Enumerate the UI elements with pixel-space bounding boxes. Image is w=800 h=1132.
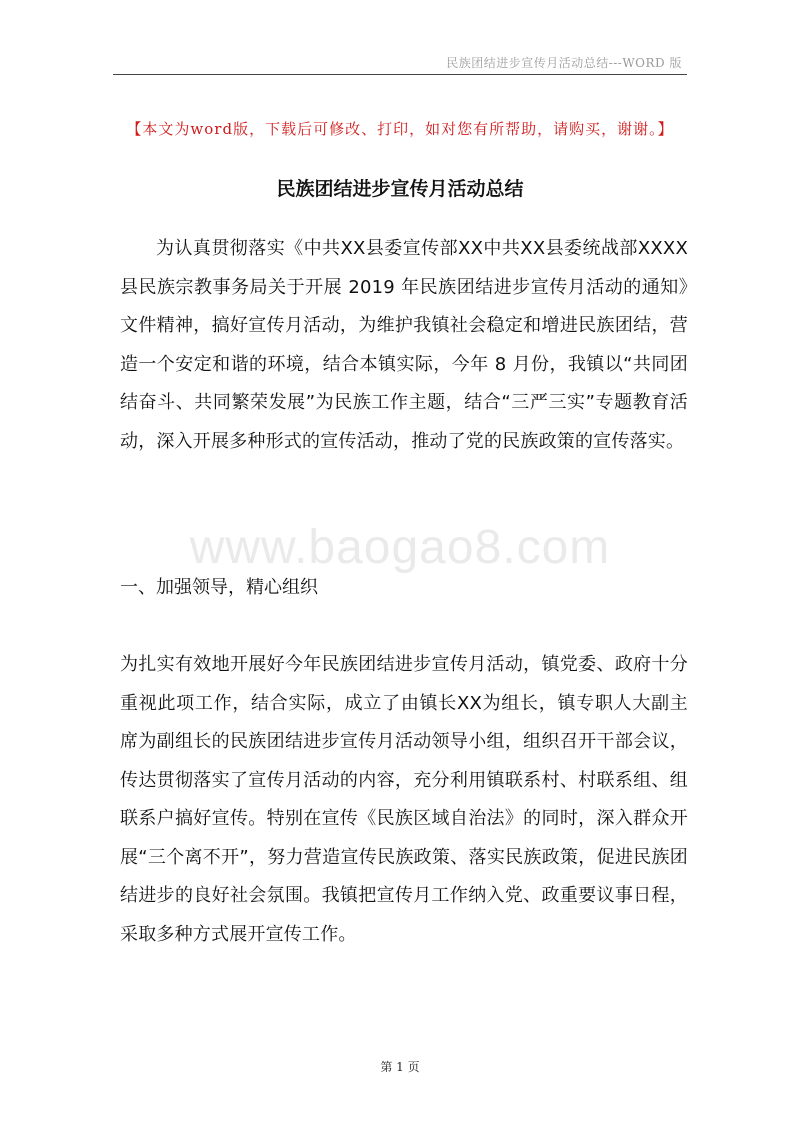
page-number: 第 1 页	[380, 1060, 420, 1074]
running-header: 民族团结进步宣传月活动总结---WORD 版	[446, 56, 682, 70]
section-heading: 一、加强领导，精心组织	[120, 577, 318, 598]
intro-paragraph: 为认真贯彻落实《中共XX县委宣传部XX中共XX县委统战部XXXX县民族宗教事务局关于开展 2019 年民族团结进步宣传月活动的通知》文件精神，搞好宣传月活动，为维护我镇社会稳定和增进民族团结，营造一个安定和谐的环境，结合本镇实际，今年 8 月份，我镇以“共同团结奋斗、共同繁荣发展”为民族工作主题，结合“三严三实”专题教育活动，深入开展多种形式的宣传活动，推动了党的民族政策的宣传落实。	[120, 238, 688, 452]
document-title: 民族团结进步宣传月活动总结	[276, 178, 524, 200]
watermark: www.baogao8.com	[189, 521, 611, 574]
section-paragraph: 为扎实有效地开展好今年民族团结进步宣传月活动，镇党委、政府十分重视此项工作，结合实际，成立了由镇长XX为组长，镇专职人大副主席为副组长的民族团结进步宣传月活动领导小组，组织召开干部会议，传达贯彻落实了宣传月活动的内容，充分利用镇联系村、村联系组、组联系户搞好宣传。特别在宣传《民族区域自治法》的同时，深入群众开展“三个离不开”，努力营造宣传民族政策、落实民族政策，促进民族团结进步的良好社会氛围。我镇把宣传月工作纳入党、政重要议事日程，采取多种方式展开宣传工作。	[120, 654, 688, 945]
header-divider	[113, 74, 687, 75]
download-notice: 【本文为word版，下载后可修改、打印，如对您有所帮助，请购买，谢谢。】	[126, 120, 674, 138]
